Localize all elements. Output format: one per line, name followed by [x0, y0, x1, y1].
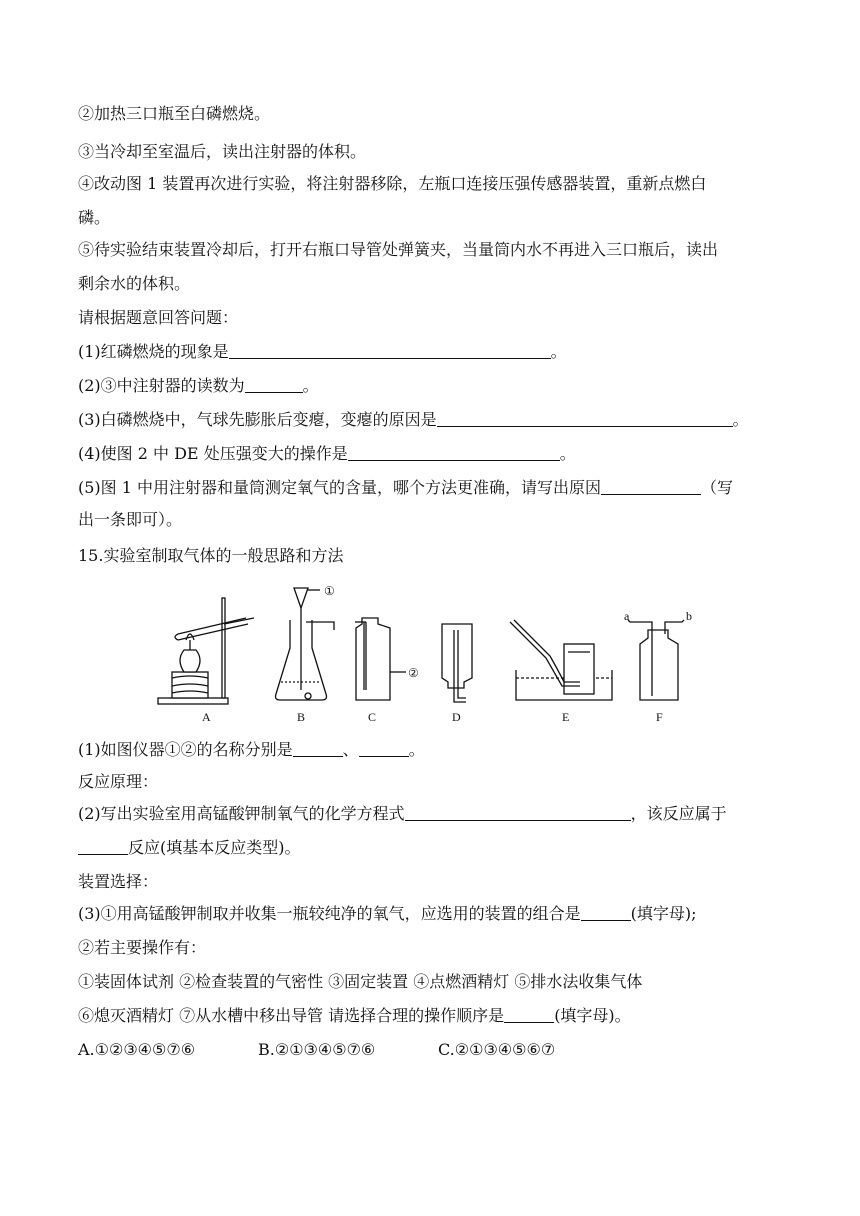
punct: (填字母)。: [554, 1006, 631, 1025]
question-text: (1)红磷燃烧的现象是: [78, 342, 229, 361]
answer-blank[interactable]: [245, 376, 303, 393]
text-line: 出一条即可）。: [78, 510, 183, 529]
answer-blank[interactable]: [293, 740, 343, 757]
punct: 、: [342, 740, 359, 759]
answer-blank[interactable]: [229, 342, 551, 359]
label-b: B: [297, 710, 306, 724]
label-e: E: [562, 710, 570, 724]
punct: 。: [550, 342, 567, 361]
text-line: 请根据题意回答问题：: [78, 308, 239, 327]
punct: (填字母);: [630, 904, 697, 923]
question-text: (3)白磷燃烧中，气球先膨胀后变瘪，变瘪的原因是: [78, 410, 437, 429]
part-2-line2: [78, 838, 301, 858]
heading: 反应原理：: [78, 772, 159, 791]
apparatus-e: [510, 620, 612, 724]
question-3: [78, 410, 749, 430]
option-b[interactable]: B.②①③④⑤⑦⑥: [258, 1040, 376, 1059]
apparatus-a: [158, 598, 254, 724]
answer-blank[interactable]: [78, 838, 128, 855]
tube-a: a: [624, 609, 630, 623]
part-2: [78, 804, 727, 824]
text-line: 磷。: [78, 208, 111, 227]
operations-1: ①装固体试剂 ②检查装置的气密性 ③固定装置 ④点燃酒精灯 ⑤排水法收集气体: [78, 972, 643, 991]
answer-blank[interactable]: [437, 410, 733, 427]
question-text: (2)写出实验室用高锰酸钾制氧气的化学方程式: [78, 804, 405, 823]
text-line: ③当冷却至室温后，读出注射器的体积。: [78, 142, 367, 161]
text-line: ⑤待实验结束装置冷却后，打开右瓶口导管处弹簧夹，当量筒内水不再进入三口瓶后，读出: [78, 240, 719, 259]
question-text: (5)图 1 中用注射器和量筒测定氧气的含量，哪个方法更准确，请写出原因: [78, 478, 602, 497]
apparatus-figure: [150, 578, 710, 728]
text-line: 剩余水的体积。: [78, 274, 191, 293]
marker-2: ②: [408, 666, 419, 680]
answer-blank[interactable]: [601, 478, 701, 495]
answer-blank[interactable]: [504, 1006, 554, 1023]
text-line: ②加热三口瓶至白磷燃烧。: [78, 104, 271, 123]
part-1: [78, 740, 425, 760]
punct: ，该反应属于: [630, 804, 727, 823]
marker-1: ①: [324, 584, 335, 598]
question-text: ⑥熄灭酒精灯 ⑦从水槽中移出导管 请选择合理的操作顺序是: [78, 1006, 505, 1025]
option-a[interactable]: A.①②③④⑤⑦⑥: [78, 1040, 196, 1059]
option-c[interactable]: C.②①③④⑤⑥⑦: [438, 1040, 556, 1059]
answer-blank[interactable]: [581, 904, 631, 921]
question-text: (2)③中注射器的读数为: [78, 376, 245, 395]
punct: （写: [701, 478, 734, 497]
operations-2: [78, 1006, 631, 1026]
punct: 。: [559, 444, 576, 463]
part-3: [78, 904, 697, 924]
apparatus-d: [442, 624, 472, 724]
apparatus-c: [355, 618, 419, 724]
punct: 。: [302, 376, 319, 395]
apparatus-b: [276, 584, 335, 724]
apparatus-f: [624, 609, 692, 724]
text-line: ②若主要操作有：: [78, 938, 207, 957]
punct: 。: [408, 740, 425, 759]
question-2: [78, 376, 319, 396]
answer-blank[interactable]: [348, 444, 560, 461]
answer-blank[interactable]: [359, 740, 409, 757]
label-c: C: [368, 710, 377, 724]
label-f: F: [656, 710, 663, 724]
apparatus-diagram: [150, 578, 710, 728]
label-a: A: [202, 710, 211, 724]
answer-blank[interactable]: [405, 804, 631, 821]
question-text: (4)使图 2 中 DE 处压强变大的操作是: [78, 444, 348, 463]
tube-b: b: [686, 609, 692, 623]
punct: 。: [732, 410, 749, 429]
question-text: (3)①用高锰酸钾制取并收集一瓶较纯净的氧气，应选用的装置的组合是: [78, 904, 581, 923]
question-5: [78, 478, 733, 498]
question-4: [78, 444, 576, 464]
question-text: 反应(填基本反应类型)。: [128, 838, 301, 857]
question-text: (1)如图仪器①②的名称分别是: [78, 740, 293, 759]
heading: 装置选择：: [78, 872, 159, 891]
label-d: D: [452, 710, 461, 724]
section-title: 15.实验室制取气体的一般思路和方法: [78, 546, 344, 565]
question-1: [78, 342, 567, 362]
text-line: ④改动图 1 装置再次进行实验，将注射器移除，左瓶口连接压强传感器装置，重新点燃白: [78, 174, 707, 193]
